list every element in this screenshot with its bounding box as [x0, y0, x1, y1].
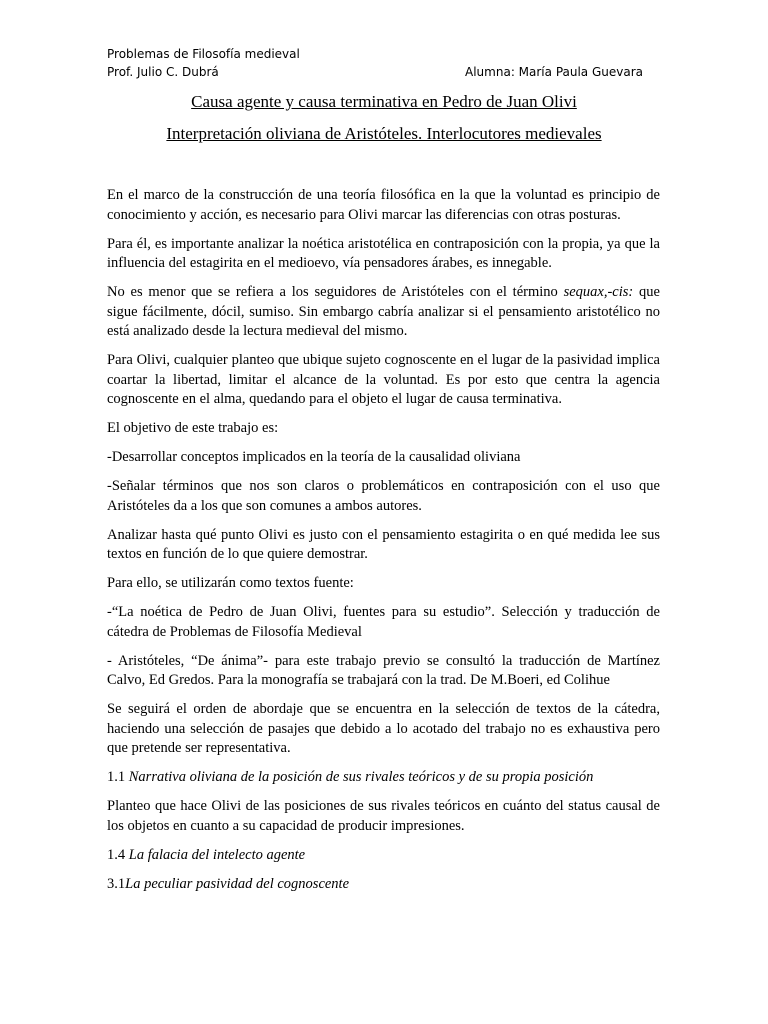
section-number: 1.1: [107, 769, 129, 785]
paragraph-intro: En el marco de la construcción de una teoría filosófica en la que la voluntad es principio de conocimiento y acción, es necesario para Olivi marcar las diferencias con otras posturas.: [107, 187, 660, 223]
paragraph-analizar: Analizar hasta qué punto Olivi es justo con el pensamiento estagirita o en qué medida lee sus textos en función de lo que quiere demostrar.: [107, 526, 660, 562]
document-body: [107, 186, 660, 904]
document-titles: [100, 91, 668, 145]
paragraph-pasividad: Para Olivi, cualquier planteo que ubique sujeto cognoscente en el lugar de la pasividad implica coartar la libertad, limitar el alcance de la voluntad. Es por esto que centra la agencia cognoscente en el alma, quedando para el objeto el lugar de causa terminativa.: [107, 352, 660, 407]
paragraph-sequax-end: que sigue fácilmente, dócil, sumiso. Sin embargo cabría analizar si el pensamiento aristotélico no está analizado desde la lectura medieval del mismo.: [107, 284, 660, 339]
objective-item-2: -Señalar términos que nos son claros o problemáticos en contraposición con el uso que Aristóteles da a los que son comunes a ambos autores.: [107, 478, 660, 514]
section-heading-1-1: [107, 768, 660, 788]
objective-item-1: -Desarrollar conceptos implicados en la teoría de la causalidad oliviana: [107, 449, 521, 465]
main-title: Causa agente y causa terminativa en Pedro de Juan Olivi: [191, 92, 577, 111]
source-item-1: -“La noética de Pedro de Juan Olivi, fuentes para su estudio”. Selección y traducción de cátedra de Problemas de Filosofía Medieval: [107, 604, 660, 640]
section-number: 1.4: [107, 846, 129, 863]
latin-term: sequax,-cis:: [563, 284, 634, 300]
paragraph-sequax-start: No es menor que se refiera a los seguidores de Aristóteles con el término: [107, 284, 564, 300]
paragraph-orden: Se seguirá el orden de abordaje que se encuentra en la selección de textos de la cátedra, haciendo una selección de pasajes que debido a lo acotado del trabajo no es exhaustiva pero que pretende ser representativa.: [107, 701, 660, 756]
source-item-2: - Aristóteles, “De ánima”- para este trabajo previo se consultó la traducción de Martínez Calvo, Ed Gredos. Para la monografía se trabajará con la trad. De M.Boeri, ed Colihue: [107, 652, 660, 688]
paragraph-fuentes: Para ello, se utilizarán como textos fuente:: [107, 575, 354, 591]
paragraph-noetica: Para él, es importante analizar la noética aristotélica en contraposición con la propia, ya que la influencia del estagirita en el medioevo, vía pensadores árabes, es innegable.: [107, 235, 660, 271]
section-title: Narrativa oliviana de la posición de sus rivales teóricos y de su propia posición: [128, 769, 594, 785]
paragraph-objetivo: El objetivo de este trabajo es:: [107, 420, 279, 436]
section-heading-1-4: [107, 846, 660, 866]
paragraph-planteo: Planteo que hace Olivi de las posiciones de sus rivales teóricos en cuánto del status causal de los objetos en cuanto a su capacidad de producir impresiones.: [107, 798, 660, 834]
section-number: 3.1: [107, 876, 126, 892]
course-name: Problemas de Filosofía medieval: [107, 47, 300, 61]
professor-name: Prof. Julio C. Dubrá: [107, 65, 219, 79]
section-heading-3-1: [107, 875, 660, 895]
section-title: La falacia del intelecto agente: [128, 846, 306, 863]
paragraph-sequax: [107, 283, 660, 342]
student-name: Alumna: María Paula Guevara: [465, 65, 643, 79]
section-title: La peculiar pasividad del cognoscente: [125, 876, 350, 892]
subtitle: Interpretación oliviana de Aristóteles. Interlocutores medievales: [166, 124, 602, 143]
page-header: [107, 45, 645, 81]
